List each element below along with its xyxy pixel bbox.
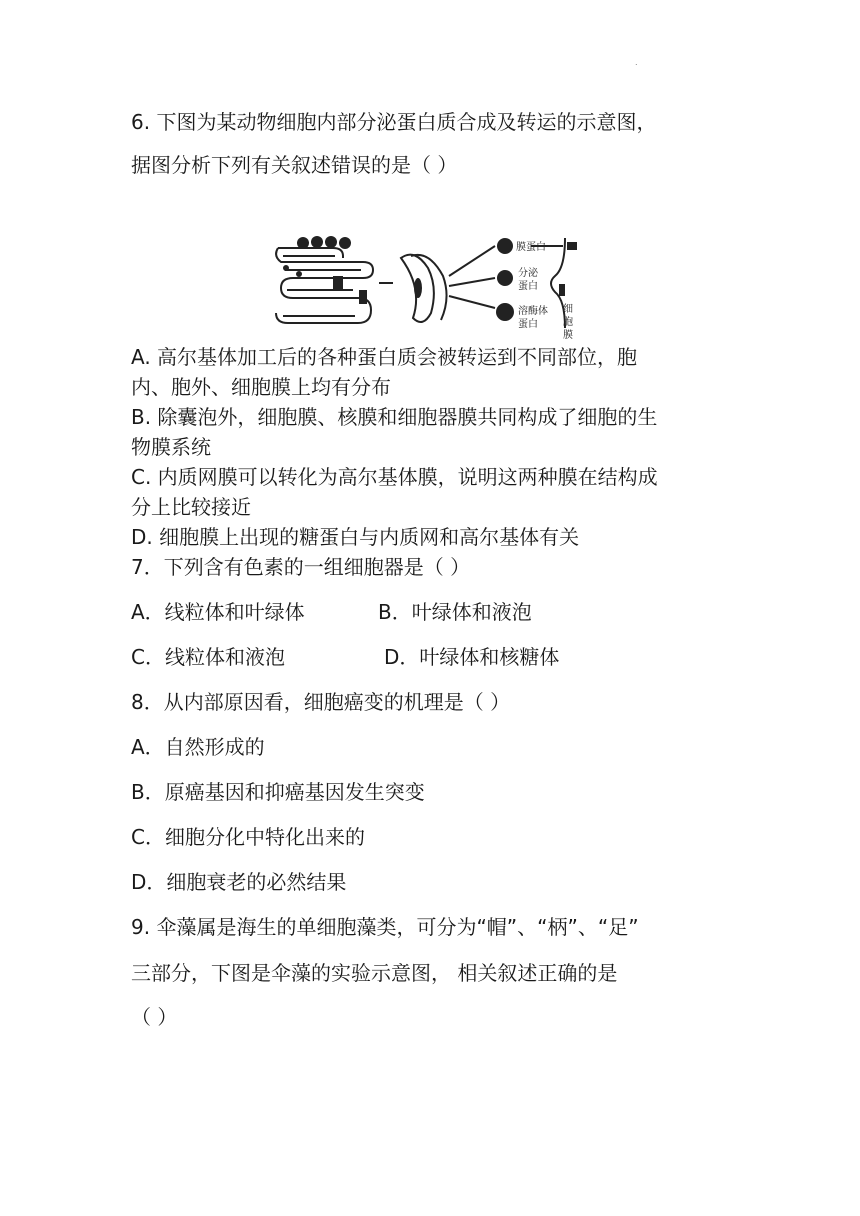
q7-option-c: C．线粒体和液泡 <box>131 645 285 669</box>
q7-option-d: D．叶绿体和核糖体 <box>384 645 560 669</box>
q8-stem: 8．从内部原因看，细胞癌变的机理是（ ） <box>131 690 511 714</box>
q6-option-a-line1: A. 高尔基体加工后的各种蛋白质会被转运到不同部位，胞 <box>131 345 638 369</box>
q9-stem-line1: 9. 伞藻属是海生的单细胞藻类，可分为“帽”、“柄”、“足” <box>131 915 639 939</box>
q9-stem-line2: 三部分，下图是伞藻的实验示意图， 相关叙述正确的是 <box>131 961 618 985</box>
q8-option-a: A．自然形成的 <box>131 735 265 759</box>
q6-option-b-line1: B. 除囊泡外，细胞膜、核膜和细胞器膜共同构成了细胞的生 <box>131 405 658 429</box>
label-lysosome-protein-2: 蛋白 <box>518 319 538 330</box>
label-secreted-protein-1: 分泌 <box>518 268 538 279</box>
q8-option-b: B．原癌基因和抑癌基因发生突变 <box>131 780 425 804</box>
q8-option-c: C．细胞分化中特化出来的 <box>131 825 365 849</box>
label-cell-membrane-2: 胞 <box>563 317 573 328</box>
q7-stem: 7．下列含有色素的一组细胞器是（ ） <box>131 555 471 579</box>
q6-option-c-line1: C. 内质网膜可以转化为高尔基体膜，说明这两种膜在结构成 <box>131 465 658 489</box>
label-secreted-protein-2: 蛋白 <box>518 281 538 292</box>
q7-option-b: B．叶绿体和液泡 <box>378 600 532 624</box>
q6-option-d: D. 细胞膜上出现的糖蛋白与内质网和高尔基体有关 <box>131 525 580 549</box>
secretory-protein-diagram <box>273 228 591 340</box>
q6-option-a-line2: 内、胞外、细胞膜上均有分布 <box>131 375 391 399</box>
header-mark: . <box>635 58 638 67</box>
q6-option-c-line2: 分上比较接近 <box>131 495 251 519</box>
label-cell-membrane-3: 膜 <box>563 330 573 340</box>
label-membrane-protein: 膜蛋白 <box>516 242 546 253</box>
q6-stem-line1: 6. 下图为某动物细胞内部分泌蛋白质合成及转运的示意图， <box>131 110 657 134</box>
q8-option-d: D．细胞衰老的必然结果 <box>131 870 347 894</box>
q9-stem-line3: （ ） <box>131 1005 178 1029</box>
q6-option-b-line2: 物膜系统 <box>131 435 211 459</box>
label-lysosome-protein-1: 溶酶体 <box>518 306 548 317</box>
q6-stem-line2: 据图分析下列有关叙述错误的是（ ） <box>131 153 458 177</box>
label-cell-membrane-1: 细 <box>563 304 573 315</box>
q7-option-a: A．线粒体和叶绿体 <box>131 600 305 624</box>
